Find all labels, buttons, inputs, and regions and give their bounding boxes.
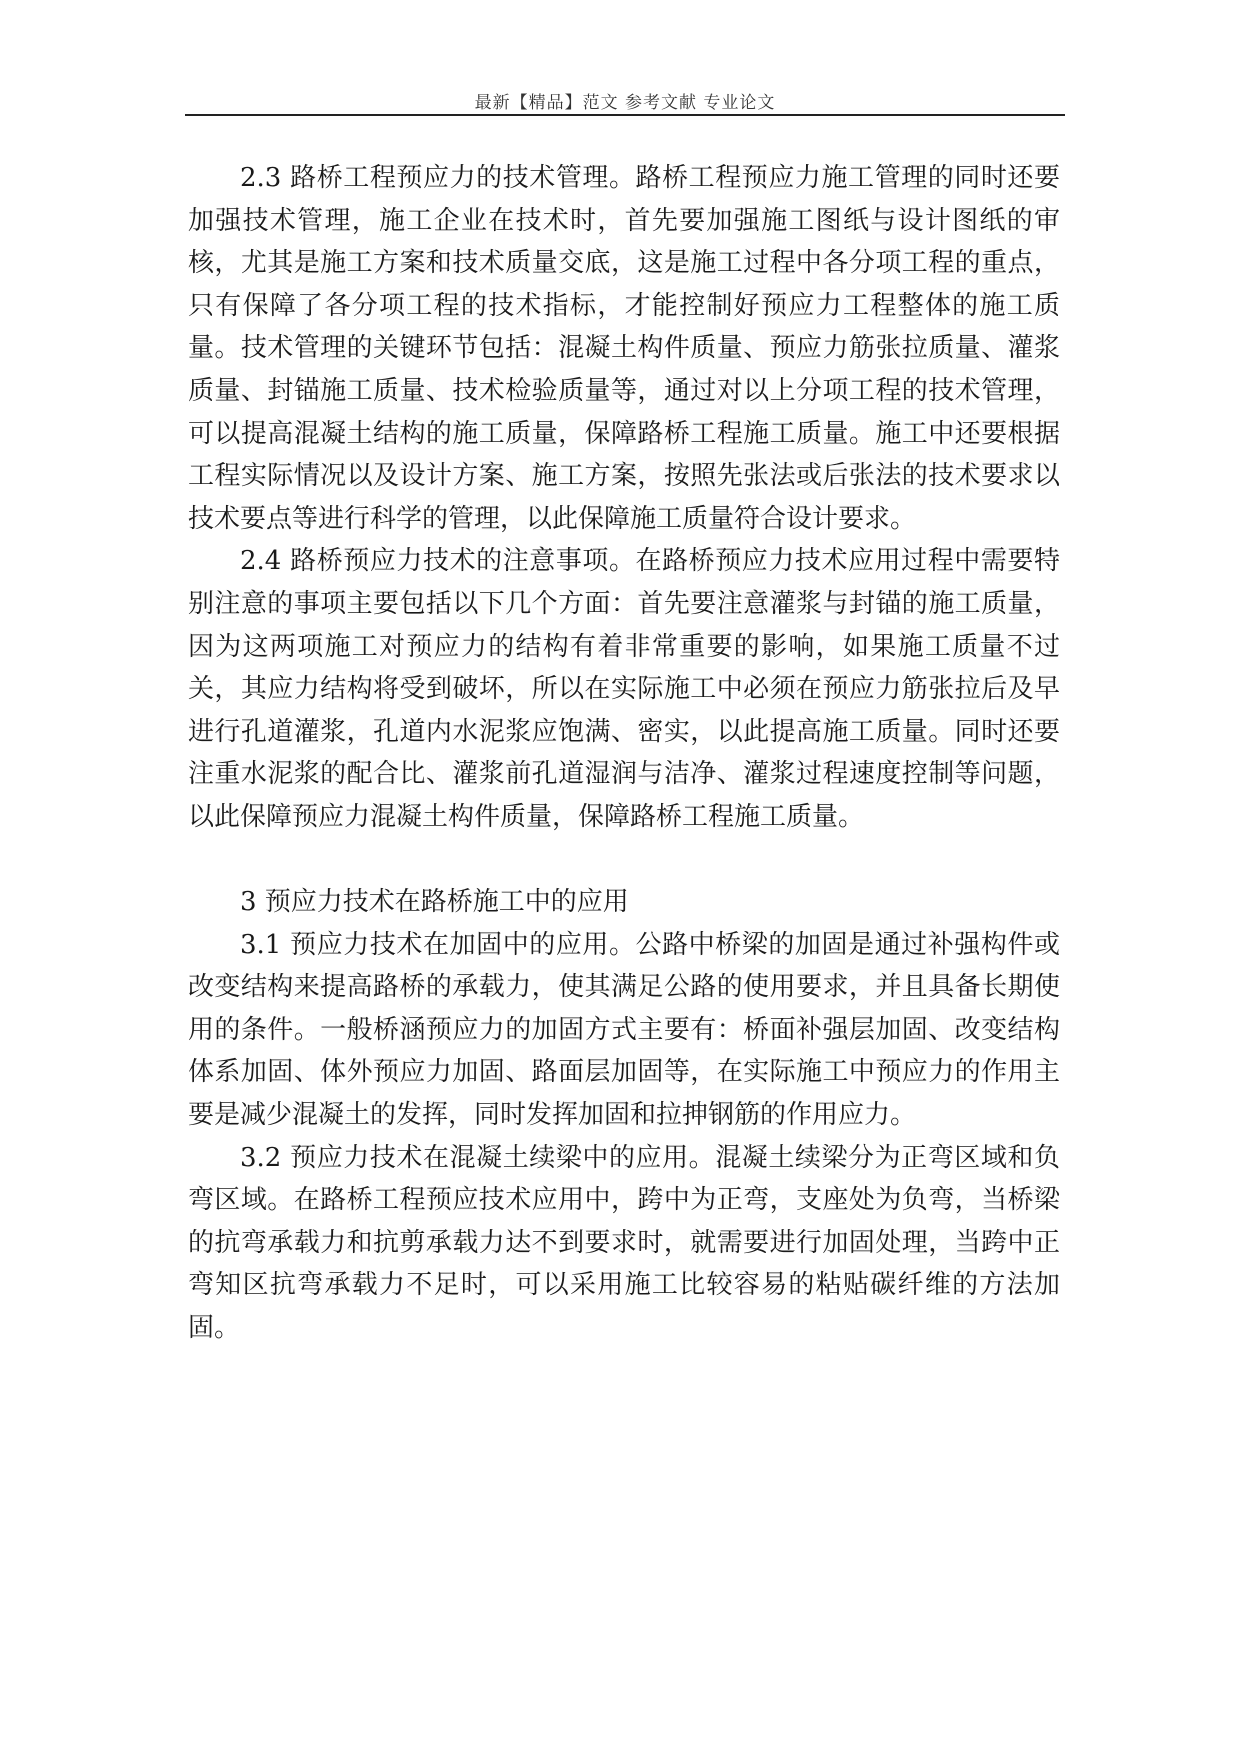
document-body <box>188 157 1060 1350</box>
paragraph-3-2: 3.2 预应力技术在混凝土续梁中的应用。混凝土续梁分为正弯区域和负弯区域。在路桥工程预应技术应用中，跨中为正弯，支座处为负弯，当桥梁的抗弯承载力和抗剪承载力达不到要求时，就需要进行加固处理，当跨中正弯知区抗弯承载力不足时，可以采用施工比较容易的粘贴碳纤维的方法加固。 <box>188 1142 1060 1344</box>
paragraph-2-4: 2.4 路桥预应力技术的注意事项。在路桥预应力技术应用过程中需要特别注意的事项主要包括以下几个方面：首先要注意灌浆与封锚的施工质量，因为这两项施工对预应力的结构有着非常重要的影响，如果施工质量不过关，其应力结构将受到破坏，所以在实际施工中必须在预应力筋张拉后及早进行孔道灌浆，孔道内水泥浆应饱满、密实，以此提高施工质量。同时还要注重水泥浆的配合比、灌浆前孔道湿润与洁净、灌浆过程速度控制等问题，以此保障预应力混凝土构件质量，保障路桥工程施工质量。 <box>188 546 1060 832</box>
paragraph-3-1: 3.1 预应力技术在加固中的应用。公路中桥梁的加固是通过补强构件或改变结构来提高路桥的承载力，使其满足公路的使用要求，并且具备长期使用的条件。一般桥涵预应力的加固方式主要有：桥面补强层加固、改变结构体系加固、体外预应力加固、路面层加固等，在实际施工中预应力的作用主要是减少混凝土的发挥，同时发挥加固和拉抻钢筋的作用应力。 <box>188 929 1060 1131</box>
page-header: 最新【精品】范文 参考文献 专业论文 <box>474 93 776 113</box>
section-heading: 3 预应力技术在路桥施工中的应用 <box>240 887 629 918</box>
header-rule <box>185 114 1065 116</box>
paragraph-2-3: 2.3 路桥工程预应力的技术管理。路桥工程预应力施工管理的同时还要加强技术管理，施工企业在技术时，首先要加强施工图纸与设计图纸的审核，尤其是施工方案和技术质量交底，这是施工过程中各分项工程的重点，只有保障了各分项工程的技术指标，才能控制好预应力工程整体的施工质量。技术管理的关键环节包括：混凝土构件质量、预应力筋张拉质量、灌浆质量、封锚施工质量、技术检验质量等，通过对以上分项工程的技术管理，可以提高混凝土结构的施工质量，保障路桥工程施工质量。施工中还要根据工程实际情况以及设计方案、施工方案，按照先张法或后张法的技术要求以技术要点等进行科学的管理，以此保障施工质量符合设计要求。 <box>188 163 1060 534</box>
blank-line <box>188 839 1060 882</box>
